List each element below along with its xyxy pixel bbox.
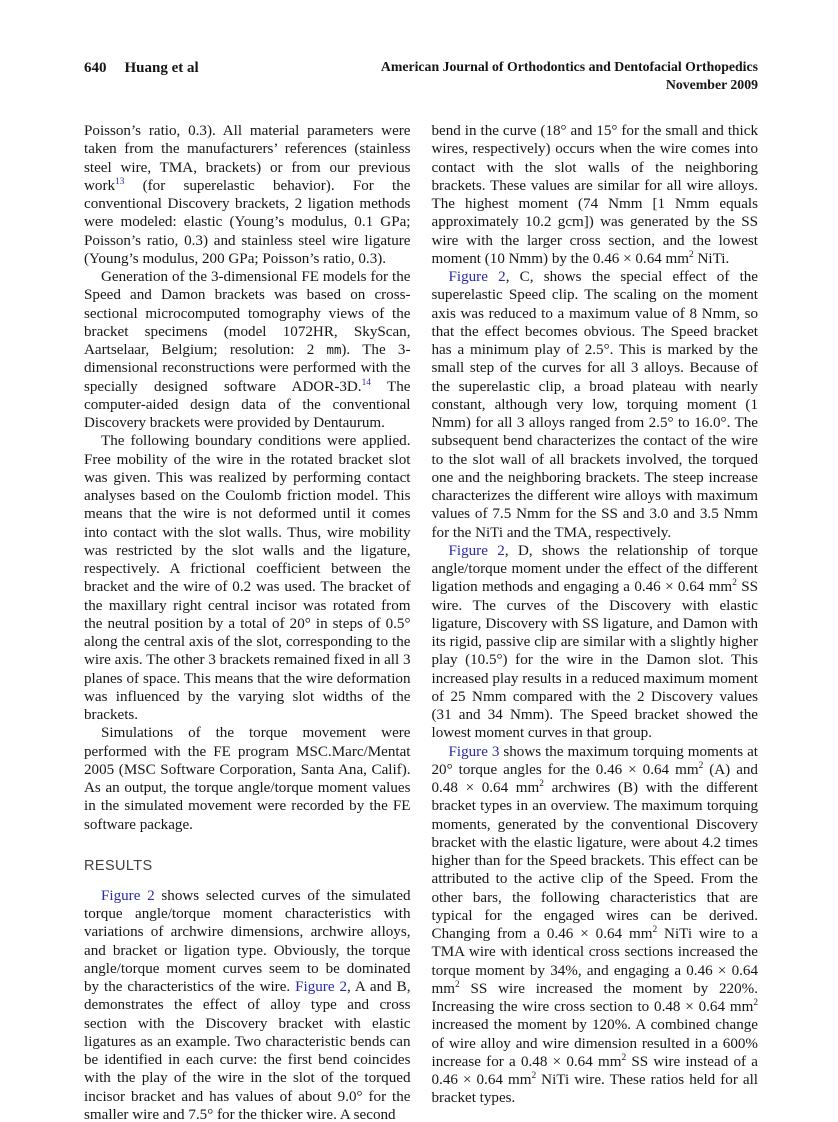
paragraph: Figure 2, D, shows the relationship of torque angle/torque moment under the effect of the different ligation methods and engaging a 0.46 × 0.64 $mm^2$ SS wire. The curves of the Discovery with elastic ligature, Discovery with SS ligature, and Damon with its rigid, passive clip are similar with a slightly higher play (10.5°) for the wire in the Damon slot. This increased play results in a reduced maximum moment of 25 Nmm compared with the 2 Discovery values (31 and 34 Nmm). The Speed bracket showed the lowest moment curves in that group. bbox=[431, 542, 759, 742]
paragraph: bend in the curve (18° and 15° for the small and thick wires, respectively) occurs when the wire comes into contact with the slot walls of the neighboring brackets. These values are similar for all wire alloys. The highest moment (74 Nmm [1 Nmm equals approximately 10.2 gcm]) was generated by the SS wire with the larger cross section, and the lowest moment (10 Nmm) by the 0.46 × 0.64 $mm^2$ NiTi. bbox=[431, 123, 758, 267]
text-segment: 2 bbox=[732, 578, 737, 589]
text-segment: 2 bbox=[454, 979, 460, 990]
issue-date: November 2009 bbox=[665, 77, 758, 92]
figure-link[interactable]: Figure 3 bbox=[448, 743, 500, 760]
text-segment: 2 bbox=[689, 249, 694, 260]
text-segment: 2 bbox=[539, 778, 544, 789]
text-segment: 2 bbox=[698, 760, 704, 771]
reference-link[interactable]: 14 bbox=[361, 377, 371, 388]
running-head-left bbox=[84, 58, 199, 77]
article-body bbox=[84, 122, 758, 1122]
figure-link[interactable]: Figure 2 bbox=[448, 542, 505, 559]
reference-link[interactable]: 13 bbox=[115, 176, 125, 187]
journal-title: American Journal of Orthodontics and Dentofacial Orthopedics bbox=[380, 59, 758, 74]
page-number: 640 bbox=[84, 60, 107, 76]
figure-link[interactable]: Figure 2 bbox=[295, 979, 348, 995]
text-segment: 2 bbox=[621, 1052, 627, 1063]
text-segment: 2 bbox=[652, 924, 658, 935]
running-authors: Huang et al bbox=[124, 60, 199, 76]
running-head-right bbox=[381, 58, 758, 94]
text-segment: mm bbox=[326, 343, 342, 357]
text-segment: 2 bbox=[753, 997, 758, 1008]
column-left bbox=[84, 122, 411, 1122]
text-segment: 2 bbox=[531, 1070, 537, 1081]
paragraph: Figure 2, C, shows the special effect of the superelastic Speed clip. The scaling on the moment axis was reduced to a maximum value of 8 Nmm, so that the effect becomes obvious. The Speed bracket has a minimum play of 2.5°. This is marked by the small step of the curves for all 3 alloys. Because of the superelastic clip, a broad plateau with nearly constant, although very low, torquing moment (1 Nmm) for all 3 alloys ranged from 2.5° to 16.0°. The subsequent bend characterizes the contact of the wire to the slot wall of all brackets involved, the torqued one and the neighboring brackets. The steep increase characterizes the different wire alloys with maximum values of 7.5 Nmm for the SS and 3.0 and 3.5 Nmm for the NiTi and the TMA, respectively. bbox=[431, 269, 759, 541]
paragraph: Poisson’s ratio, 0.3). All material parameters were taken from the manufacturers’ references (stainless steel wire, TMA, brackets) or from our previous work$^{13}$ (for superelastic behavior). For the conventional Discovery brackets, 2 ligation methods were modeled: elastic (Young’s modulus, 0.1 GPa; Poisson’s ratio, 0.3) and stainless steel wire ligature (Young’s modulus, 200 GPa; Poisson’s ratio, 0.3). bbox=[84, 123, 411, 267]
paragraph: Simulations of the torque movement were performed with the FE program MSC.Marc/Mentat 2005 (MSC Software Corporation, Santa Ana, Calif). As an output, the torque angle/torque moment values in the simulated movement were recorded by the FE software package. bbox=[84, 725, 411, 833]
section-heading-results: RESULTS bbox=[84, 857, 153, 874]
figure-link[interactable]: Figure 2 bbox=[101, 887, 155, 904]
figure-link[interactable]: Figure 2 bbox=[448, 269, 506, 285]
paragraph: Figure 3 shows the maximum torquing moments at 20° torque angles for the 0.46 × 0.64 $mm^2$ (A) and 0.48 × 0.64 $mm^2$ archwires (B) with the different bracket types in an overview. The maximum torquing moments, generated by the conventional Discovery bracket with the elastic ligature, were about 4.2 times higher than for the Speed brackets. This effect can be attributed to the active clip of the Speed. From the other bars, the following characteristics that are typical for the engaged wires can be derived. Changing from a 0.46 × 0.64 $mm^2$ NiTi wire to a TMA wire with identical cross sections increased the torque moment by 34%, and engaging a 0.46 × 0.64 $mm^2$ SS wire increased the moment by 220%. Increasing the wire cross section to 0.48 × 0.64 $mm^2$ increased the moment by 120%. A combined change of wire alloy and wire dimension resulted in a 600% increase for a 0.48 × 0.64 $mm^2$ SS wire instead of a 0.46 × 0.64 $mm^2$ NiTi wire. These ratios held for all bracket types. bbox=[431, 743, 758, 1107]
paragraph: Figure 2 shows selected curves of the simulated torque angle/torque moment characteristics with variations of archwire dimensions, archwire alloys, and bracket or ligation type. Obviously, the torque angle/torque moment curves seem to be dominated by the characteristics of the wire. Figure 2, A and B, demonstrates the effect of alloy type and cross section with the Discovery bracket with elastic ligatures as an example. Two characteristic bends can be identified in each curve: the first bend coincides with the play of the wire in the slot of the torqued incisor bracket and has values of about 9.0° for the smaller wire and 7.5° for the thicker wire. A second bbox=[84, 887, 411, 1122]
column-right bbox=[432, 122, 759, 1122]
paragraph: Generation of the 3-dimensional FE models for the Speed and Damon brackets was based on cross-sectional microcomputed tomography views of the bracket specimens (model 1072HR, SkyScan, Aartselaar, Belgium; resolution: 2 mm). The 3-dimensional reconstructions were performed with the specially designed software ADOR-3D.$^{14}$ The computer-aided design data of the conventional Discovery brackets were provided by Dentaurum. bbox=[84, 269, 411, 431]
page-header bbox=[84, 58, 758, 94]
paragraph: The following boundary conditions were applied. Free mobility of the wire in the rotated bracket slot was given. This was realized by performing contact analyses based on the Coulomb friction model. This means that the wire is not deformed until it comes into contact with the slot walls. Thus, wire mobility was restricted by the slot walls and the ligature, respectively. A frictional coefficient between the bracket and the wire of 0.2 was used. The bracket of the maxillary right central incisor was rotated from the neutral position by a total of 20° in steps of 0.5° along the central axis of the slot, corresponding to the wire axis. The other 3 brackets remained fixed in all 3 planes of space. This means that the wire deformation was influenced by the varying slot widths of the brackets. bbox=[84, 433, 411, 723]
